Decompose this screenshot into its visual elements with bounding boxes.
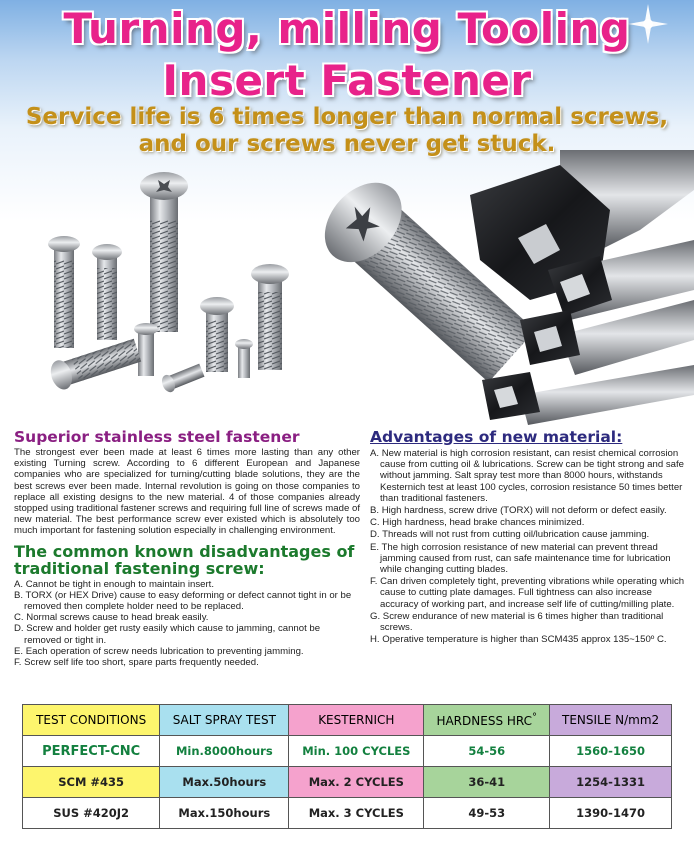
list-item: B. High hardness, screw drive (TORX) will not deform or defect easily. <box>370 505 667 517</box>
disadvantages-heading-line-1: The common known disadvantages of <box>14 541 355 561</box>
list-item: F. Screw self life too short, spare parts frequently needed. <box>14 657 259 669</box>
tool-holders <box>470 150 694 425</box>
header-tensile: TENSILE N/mm2 <box>550 705 672 736</box>
table-cell: Min. 100 CYCLES <box>289 736 424 767</box>
table-cell: 1560-1650 <box>550 736 672 767</box>
list-item: D. Screw and holder get rusty easily which cause to jamming, cannot be removed or tight in. <box>14 623 321 646</box>
table-cell: Max.50hours <box>160 767 289 798</box>
table-row <box>23 798 672 829</box>
table-cell: 1254-1331 <box>550 767 672 798</box>
header-hardness <box>424 705 550 736</box>
table-cell: 1390-1470 <box>550 798 672 829</box>
list-item: F. Can driven completely tight, preventing vibrations while operating which cause to cutting plate damages. Full tightness can also increase accuracy of working part, and increase self life of cutting/milling plate. <box>370 576 685 610</box>
list-item: C. High hardness, head brake chances minimized. <box>370 517 585 529</box>
title-line-2: Insert Fastener <box>162 56 532 105</box>
header-salt-spray: SALT SPRAY TEST <box>160 705 289 736</box>
left-column <box>14 428 360 668</box>
title-line-1: Turning, milling Tooling <box>63 4 631 53</box>
list-item: A. New material is high corrosion resistant, can resist chemical corrosion cause from cutting oil & lubrications. Screw can be tight strong and safe without jamming. Salt spray test more than 8000 hours, withstands Kesternich test at least 100 cycles, corrosion resistance 50 times better than traditional fasteners. <box>370 448 684 504</box>
hardness-label: HARDNESS HRC <box>436 714 533 728</box>
list-item: C. Normal screws cause to head break easily. <box>14 612 209 624</box>
advantages-heading: Advantages of new material: <box>370 428 623 446</box>
screw-group-left <box>47 172 289 394</box>
list-item: A. Cannot be tight in enough to maintain insert. <box>14 578 214 590</box>
subtitle-line-2: and our screws never get stuck. <box>138 131 556 157</box>
table-cell: 36-41 <box>424 767 550 798</box>
table-cell: Min.8000hours <box>160 736 289 767</box>
superior-heading: Superior stainless steel fastener <box>14 428 300 446</box>
disadvantages-list <box>14 579 360 669</box>
table-cell: SUS #420J2 <box>23 798 160 829</box>
disadvantages-heading <box>14 543 360 577</box>
table-cell: Max.150hours <box>160 798 289 829</box>
list-item: H. Operative temperature is higher than SCM435 approx 135~150º C. <box>370 634 667 646</box>
table-cell: Max. 3 CYCLES <box>289 798 424 829</box>
list-item: B. TORX (or HEX Drive) cause to easy deforming or defect cannot tight in or be removed then complete holder need to be replaced. <box>14 589 352 613</box>
advantages-list <box>370 448 685 645</box>
product-photo <box>0 150 694 425</box>
comparison-table <box>22 704 672 829</box>
table-header-row <box>23 705 672 736</box>
list-item: G. Screw endurance of new material is 6 times higher than traditional screws. <box>370 610 664 634</box>
disadvantages-heading-line-2: traditional fastening screw: <box>14 558 265 578</box>
list-item: D. Threads will not rust from cutting oil/lubrication cause jamming. <box>370 529 650 541</box>
table-cell: 49-53 <box>424 798 550 829</box>
table-cell: SCM #435 <box>23 767 160 798</box>
list-item: E. Each operation of screw needs lubrication to preventing jamming. <box>14 645 304 657</box>
table-cell: 54-56 <box>424 736 550 767</box>
table-row <box>23 736 672 767</box>
right-column <box>370 428 685 646</box>
subtitle-line-1: Service life is 6 times longer than normal screws, <box>25 104 669 130</box>
superior-body: The strongest ever been made at least 6 times more lasting than any other existing Turning screw. According to 6 different European and Japanese companies who are specialized for turning/cutting blade solutions, they are the best screws ever been made. Internal revolution is going on those companies to replace all existing designs to the new material. 4 of those companies already stopped using traditional fastener screws and requiring full line of screws made of new material. The best performance screw ever existed which is absolutely too much important for fastening solution especially in challenging environment. <box>14 447 360 537</box>
table-cell: Max. 2 CYCLES <box>289 767 424 798</box>
header-kesternich: KESTERNICH <box>289 705 424 736</box>
table-row <box>23 767 672 798</box>
table-cell: PERFECT-CNC <box>23 736 160 767</box>
list-item: E. The high corrosion resistance of new material can prevent thread jamming caused from rust, can safe maintenance time for lubrication while changing cutting blades. <box>370 541 671 576</box>
hardness-degree: ° <box>532 712 538 723</box>
header-test-conditions: TEST CONDITIONS <box>23 705 160 736</box>
